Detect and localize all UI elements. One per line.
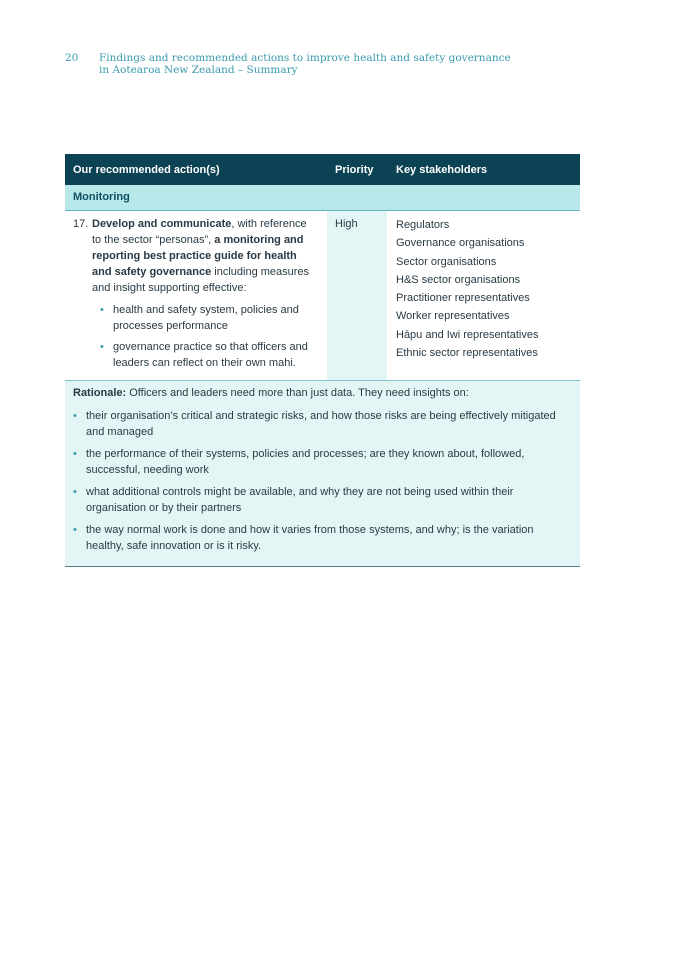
- header-action: Our recommended action(s): [73, 163, 220, 176]
- action-text-1: , with reference to the sector “personas”,: [92, 218, 307, 246]
- stakeholder-item: Sector organisations: [396, 255, 497, 268]
- rationale-intro-text: Officers and leaders need more than just data. They need insights on:: [126, 387, 469, 399]
- recommended-actions-table: [65, 154, 580, 567]
- action-cell: [65, 211, 327, 380]
- action-text-2: including measures and insight supporting effective:: [92, 266, 310, 294]
- priority-cell: High: [327, 211, 387, 380]
- header-priority: Priority: [335, 163, 374, 176]
- document-title-line-1: Findings and recommended actions to improve health and safety governance: [99, 52, 511, 64]
- rationale-list: [73, 408, 572, 555]
- action-sub-list: [73, 302, 327, 371]
- document-title-line-2: in Aotearoa New Zealand – Summary: [99, 64, 298, 76]
- stakeholder-item: Ethnic sector representatives: [396, 347, 538, 360]
- rationale-block: [65, 380, 580, 567]
- header-stakeholders: Key stakeholders: [396, 163, 488, 176]
- stakeholder-item: Practitioner representatives: [396, 292, 530, 305]
- stakeholder-item: Worker representatives: [396, 310, 510, 323]
- action-bold-2: a monitoring and reporting best practice guide for health and safety governance: [92, 234, 304, 278]
- action-text: [92, 216, 317, 296]
- stakeholder-item: H&S sector organisations: [396, 273, 521, 286]
- stakeholder-item: Regulators: [396, 219, 450, 231]
- rationale-label: Rationale:: [73, 387, 127, 399]
- list-item: • health and safety system, policies and processes performance: [100, 302, 323, 334]
- table-row: [65, 211, 580, 380]
- section-heading-monitoring: Monitoring: [65, 185, 580, 211]
- list-item: • their organisation’s critical and strategic risks, and how those risks are being effectively mitigated and managed: [73, 408, 572, 441]
- list-item: • the way normal work is done and how it varies from those systems, and why; is the variation healthy, safe innovation or is it risky.: [73, 522, 572, 555]
- action-number: 17.: [73, 218, 89, 230]
- list-item: • the performance of their systems, policies and processes; are they known about, followed, successful, needing work: [73, 446, 572, 479]
- page-number: 20: [65, 52, 79, 64]
- list-item: • what additional controls might be available, and why they are not being used within their organisation or by their partners: [73, 484, 572, 517]
- stakeholder-item: Hāpu and Iwi representatives: [396, 328, 539, 341]
- rationale-intro: [73, 385, 572, 402]
- document-title: [99, 52, 519, 76]
- table-header-row: [65, 154, 580, 185]
- list-item: • governance practice so that officers and leaders can reflect on their own mahi.: [100, 339, 323, 371]
- stakeholders-cell: [387, 211, 580, 380]
- action-bold-1: Develop and communicate: [92, 218, 232, 230]
- stakeholder-item: Governance organisations: [396, 237, 525, 250]
